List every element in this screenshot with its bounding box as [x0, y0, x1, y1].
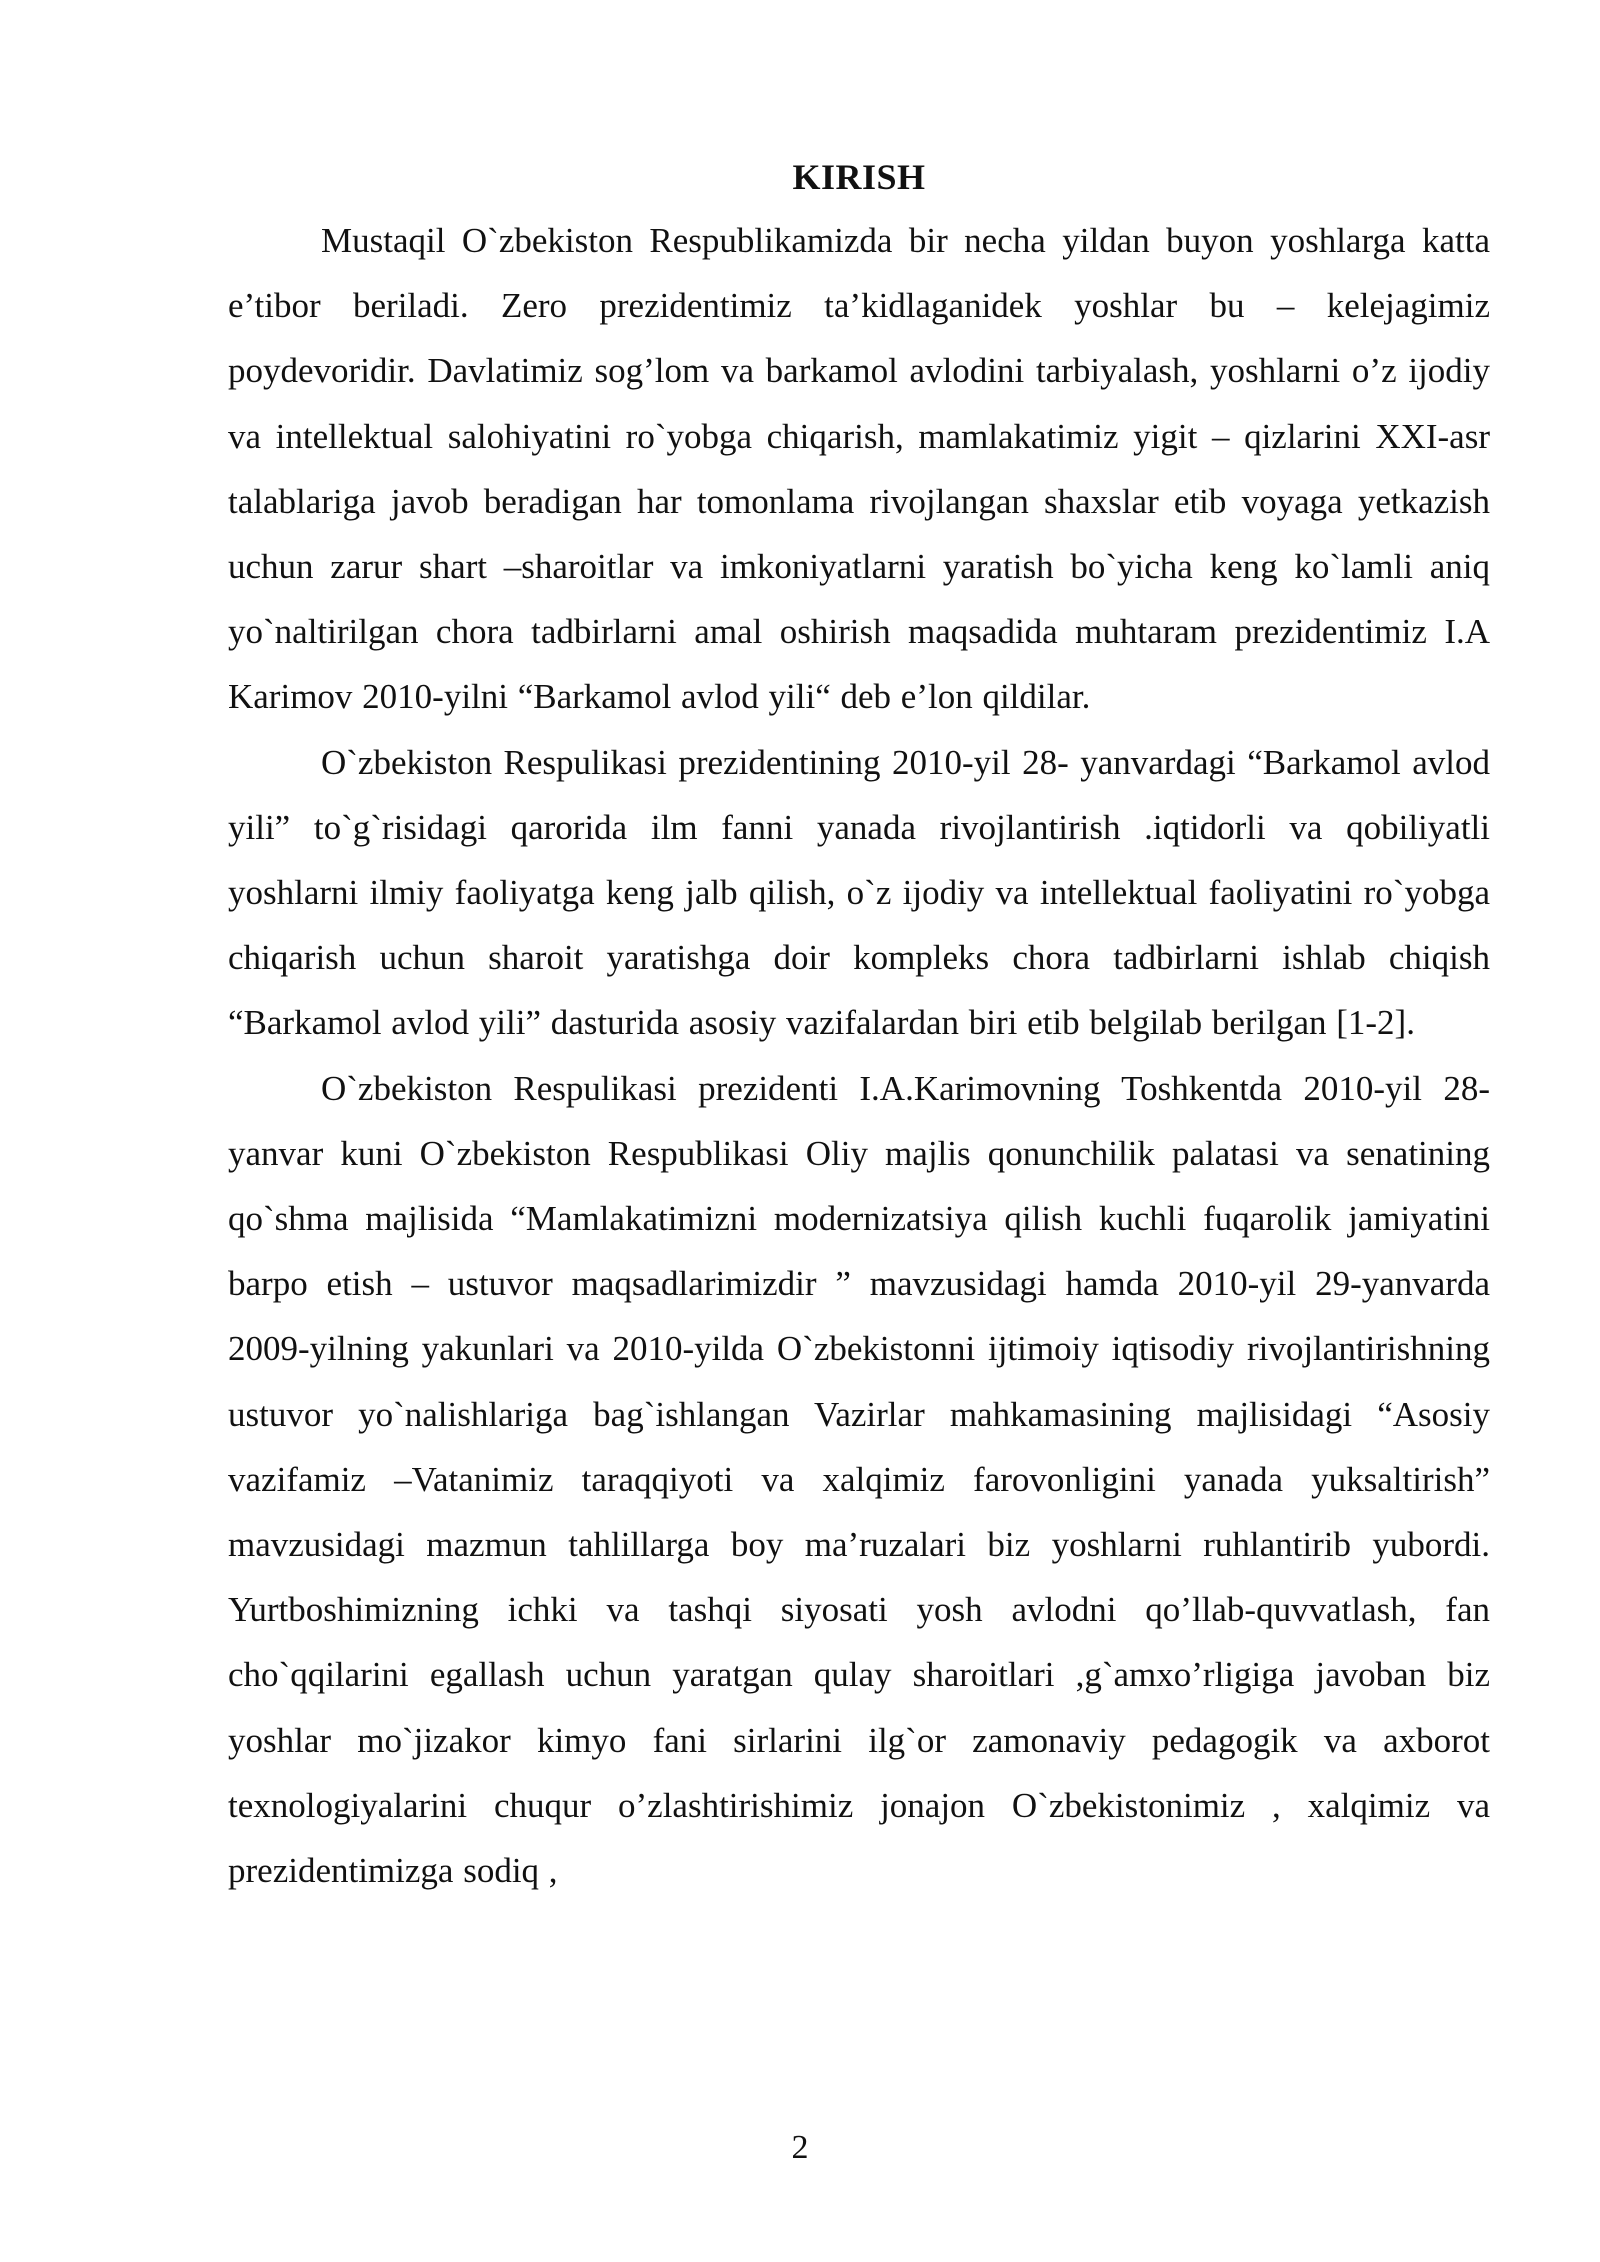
paragraph-1: Mustaqil O`zbekiston Respublikamizda bir necha yildan buyon yoshlarga katta e’tibor beriladi. Zero prezidentimiz ta’kidlaganidek yoshlar bu – kelejagimiz poydevoridir. Davlatimiz sog’lom va barkamol avlodini tarbiyalash, yoshlarni o’z ijodiy va intellektual salohiyatini ro`yobga chiqarish, mamlakatimiz yigit – qizlarini XXI-asr talablariga javob beradigan har tomonlama rivojlangan shaxslar etib voyaga yetkazish uchun zarur shart –sharoitlar va imkoniyatlarni yaratish bo`yicha keng ko`lamli aniq yo`naltirilgan chora tadbirlarni amal oshirish maqsadida muhtaram prezidentimiz I.A Karimov 2010-yilni “Barkamol avlod yili“ deb e’lon qildilar.	[228, 221, 1490, 717]
page-title: KIRISH	[792, 157, 926, 197]
page-content	[228, 148, 1490, 1903]
page-number: 2	[791, 2129, 809, 2166]
paragraph-3: O`zbekiston Respulikasi prezidenti I.A.Karimovning Toshkentda 2010-yil 28-yanvar kuni O`zbekiston Respublikasi Oliy majlis qonunchilik palatasi va senatining qo`shma majlisida “Mamlakatimizni modernizatsiya qilish kuchli fuqarolik jamiyatini barpo etish – ustuvor maqsadlarimizdir ” mavzusidagi hamda 2010-yil 29-yanvarda 2009-yilning yakunlari va 2010-yilda O`zbekistonni ijtimoiy iqtisodiy rivojlantirishning ustuvor yo`nalishlariga bag`ishlangan Vazirlar mahkamasining majlisidagi “Asosiy vazifamiz –Vatanimiz taraqqiyoti va xalqimiz farovonligini yanada yuksaltirish” mavzusidagi mazmun tahlillarga boy ma’ruzalari biz yoshlarni ruhlantirib yubordi. Yurtboshimizning ichki va tashqi siyosati yosh avlodni qo’llab-quvvatlash, fan cho`qqilarini egallash uchun yaratgan qulay sharoitlari ,g`amxo’rligiga javoban biz yoshlar mo`jizakor kimyo fani sirlarini ilg`or zamonaviy pedagogik va axborot texnologiyalarini chuqur o’zlashtirishimiz jonajon O`zbekistonimiz , xalqimiz va prezidentimizga sodiq ,	[228, 1068, 1490, 1891]
paragraph-2: O`zbekiston Respulikasi prezidentining 2010-yil 28- yanvardagi “Barkamol avlod yili” to`g`risidagi qarorida ilm fanni yanada rivojlantirish .iqtidorli va qobiliyatli yoshlarni ilmiy faoliyatga keng jalb qilish, o`z ijodiy va intellektual faoliyatini ro`yobga chiqarish uchun sharoit yaratishga doir kompleks chora tadbirlarni ishlab chiqish “Barkamol avlod yili” dasturida asosiy vazifalardan biri etib belgilab berilgan [1-2].	[228, 742, 1490, 1043]
